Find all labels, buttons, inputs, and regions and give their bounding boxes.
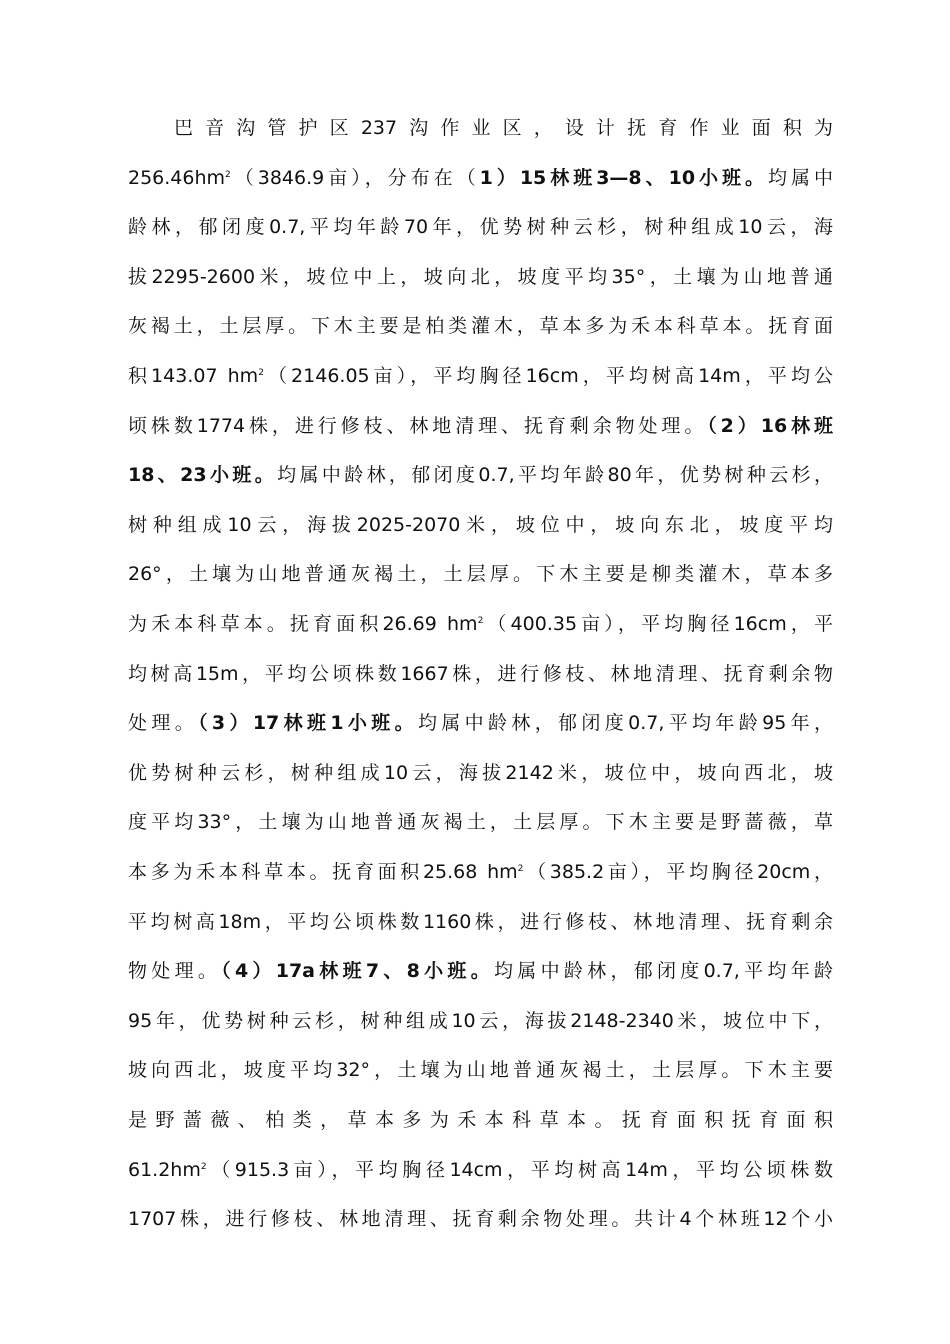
text-run: 61.2hm [128, 1158, 201, 1181]
text-run: 均属中龄林，郁闭度0.7,平均年龄 [494, 960, 833, 983]
text-run: 树种组成10云，海拔2025-2070米，坡位中，坡向东北，坡度平均 [128, 513, 833, 536]
bold-text: 1）15林班3—8、10小班。 [479, 166, 769, 189]
text-line [128, 1145, 833, 1195]
text-run: 均树高15m，平均公顷株数1667株，进行修枝、林地清理、抚育剩余物 [128, 662, 833, 685]
text-run: 处理。 [128, 712, 199, 735]
bold-text: （2）16林班 [707, 414, 833, 437]
text-line [128, 301, 833, 351]
text-run: 是野蔷薇、柏类，草本多为禾本科草本。抚育面积抚育面积 [128, 1109, 833, 1131]
text-run: 26°，土壤为山地普通灰褐土，土层厚。下木主要是柳类灌木，草本多 [128, 563, 833, 586]
text-line [128, 847, 833, 897]
text-run: （3846.9亩），分布在（ [230, 166, 480, 189]
text-line [128, 946, 833, 996]
text-run: 256.46hm [128, 166, 226, 189]
text-line [128, 698, 833, 748]
text-line [128, 202, 833, 252]
text-line [128, 450, 833, 500]
text-run: 本多为禾本科草本。抚育面积25.68 hm [128, 861, 518, 883]
text-line [128, 599, 833, 649]
text-run: 为禾本科草本。抚育面积26.69 hm [128, 613, 478, 635]
text-line [128, 549, 833, 599]
text-run: 积143.07 hm [128, 365, 259, 387]
text-line [128, 1045, 833, 1095]
bold-text: （4）17a林班7、8小班。 [221, 960, 495, 983]
text-run: 均属中 [768, 166, 833, 189]
text-run: 物处理。 [128, 960, 222, 983]
superscript: 2 [477, 616, 484, 626]
text-line [128, 1095, 833, 1145]
text-line [128, 401, 833, 451]
text-run: （915.3亩），平均胸径14cm，平均树高14m，平均公顷株数 [206, 1158, 833, 1181]
text-line [128, 1194, 833, 1244]
bold-text: （3）17林班1小班。 [198, 712, 418, 735]
text-run: （2146.05亩），平均胸径16cm，平均树高14m，平均公 [263, 365, 833, 387]
text-run: 龄林，郁闭度0.7,平均年龄70年，优势树种云杉，树种组成10云，海 [128, 216, 833, 239]
text-line [174, 103, 833, 153]
text-line [128, 153, 833, 203]
superscript: 2 [258, 368, 264, 378]
text-run: （385.2亩），平均胸径20cm， [523, 861, 833, 883]
text-run: （400.35亩），平均胸径16cm，平 [483, 613, 833, 635]
text-run: 优势树种云杉，树种组成10云，海拔2142米，坡位中，坡向西北，坡 [128, 761, 833, 784]
text-line [128, 649, 833, 699]
text-run: 95年，优势树种云杉，树种组成10云，海拔2148-2340米，坡位中下， [128, 1009, 833, 1032]
text-line [128, 748, 833, 798]
text-line [128, 996, 833, 1046]
bold-text: 18、23小班。 [128, 464, 278, 487]
text-run: 巴音沟管护区237沟作业区，设计抚育作业面积为 [174, 117, 833, 139]
text-line [128, 897, 833, 947]
text-run: 灰褐土，土层厚。下木主要是柏类灌木，草本多为禾本科草本。抚育面 [128, 315, 833, 338]
text-run: 均属中龄林，郁闭度0.7,平均年龄80年，优势树种云杉， [277, 464, 833, 487]
superscript: 2 [200, 1161, 207, 1172]
superscript: 2 [225, 169, 231, 180]
text-run: 均属中龄林，郁闭度0.7,平均年龄95年， [417, 712, 833, 735]
text-line [128, 797, 833, 847]
text-line [128, 351, 833, 401]
text-run: 1707株，进行修枝、林地清理、抚育剩余物处理。共计4个林班12个小 [128, 1208, 833, 1231]
text-run: 顷株数1774株，进行修枝、林地清理、抚育剩余物处理。 [128, 414, 708, 437]
superscript: 2 [517, 864, 524, 874]
text-run: 度平均33°，土壤为山地普通灰褐土，土层厚。下木主要是野蔷薇，草 [128, 811, 833, 834]
text-run: 拔2295-2600米，坡位中上，坡向北，坡度平均35°，土壤为山地普通 [128, 265, 833, 288]
text-line [128, 252, 833, 302]
text-run: 平均树高18m，平均公顷株数1160株，进行修枝、林地清理、抚育剩余 [128, 910, 833, 933]
text-line [128, 500, 833, 550]
text-run: 坡向西北，坡度平均32°，土壤为山地普通灰褐土，土层厚。下木主要 [128, 1059, 833, 1082]
